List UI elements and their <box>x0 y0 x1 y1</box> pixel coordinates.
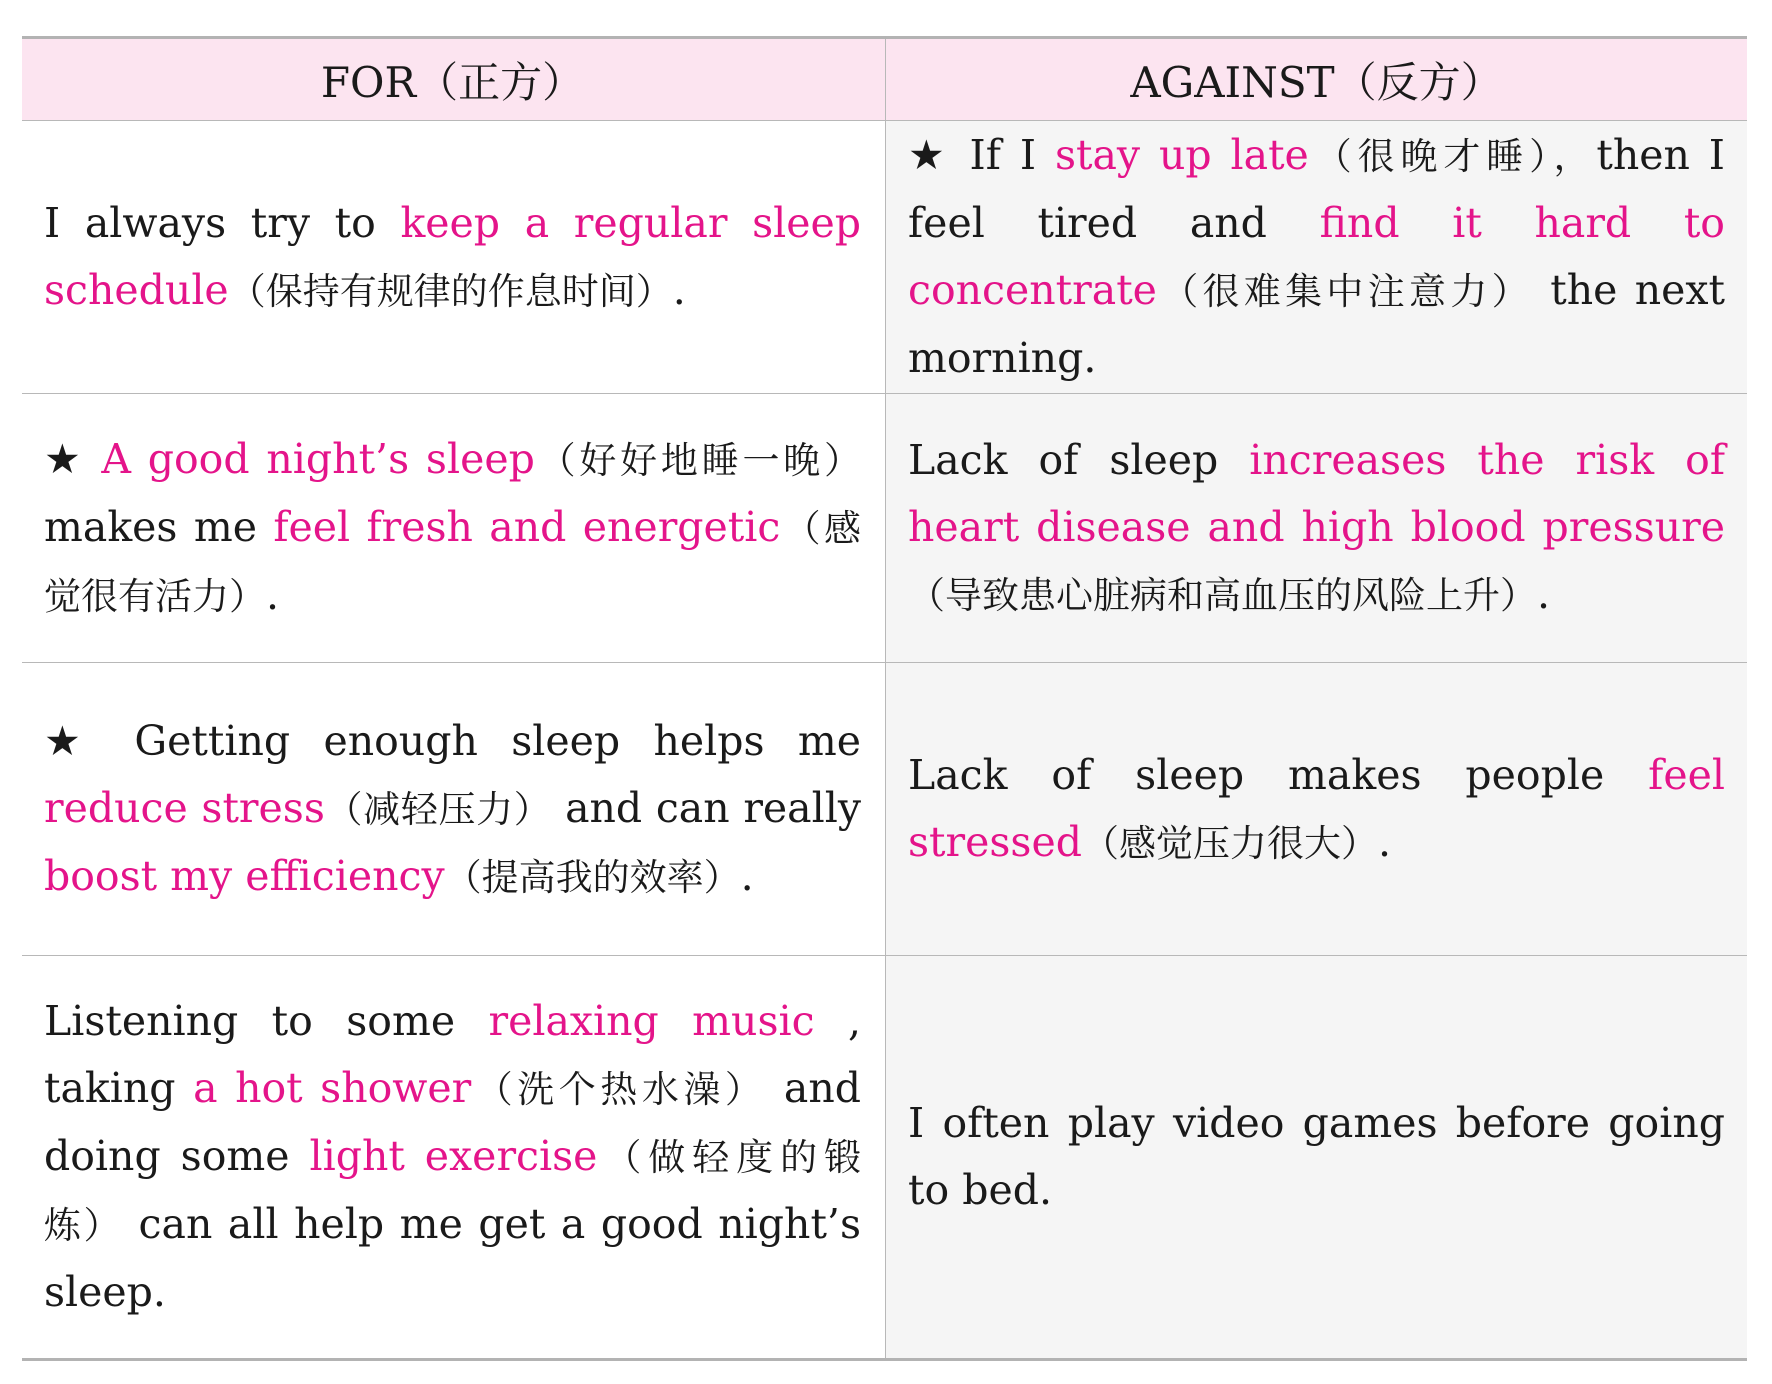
plain-text: Getting enough sleep helps me <box>134 716 861 765</box>
plain-text: Lack of sleep <box>908 436 1250 484</box>
highlight-phrase: keep a regular sleep schedule <box>44 198 861 314</box>
chinese-gloss: （很难集中注意力） <box>1156 270 1533 313</box>
for-cell <box>22 663 885 955</box>
against-cell <box>885 663 1747 955</box>
plain-text: I often play video games before going to bed. <box>908 1099 1725 1214</box>
chinese-gloss: （感觉很有活力） <box>44 507 861 618</box>
against-text <box>908 1090 1725 1224</box>
for-text <box>44 708 861 911</box>
highlight-phrase: increases the risk of heart disease and high blood pressure <box>908 436 1725 551</box>
header-for-label: FOR（正方） <box>320 57 585 107</box>
against-cell <box>885 956 1747 1358</box>
header-against <box>885 39 1747 120</box>
against-text <box>908 122 1725 392</box>
against-text <box>908 427 1725 629</box>
plain-text: and can really <box>551 783 862 832</box>
chinese-gloss: （导致患心脏病和高血压的风险上升） <box>908 574 1537 617</box>
header-against-label: AGAINST（反方） <box>1130 57 1503 107</box>
plain-text: then I feel tired and <box>908 131 1725 247</box>
chinese-gloss: （感觉压力很大） <box>1081 821 1378 865</box>
plain-text: makes me <box>44 503 274 551</box>
highlight-phrase: find it hard to concentrate <box>908 199 1725 314</box>
against-cell <box>885 394 1747 662</box>
plain-text: Listening to some <box>44 997 489 1045</box>
star-icon: ★ <box>44 716 135 765</box>
plain-text: and doing some <box>44 1064 861 1180</box>
star-icon: ★ <box>44 435 102 483</box>
highlight-phrase: relaxing music <box>488 997 815 1045</box>
plain-text: . <box>672 265 686 314</box>
against-text <box>908 742 1725 877</box>
for-text <box>44 426 861 630</box>
highlight-phrase: a hot shower <box>193 1064 472 1112</box>
for-cell <box>22 956 885 1358</box>
chinese-gloss: （洗个热水澡） <box>471 1068 767 1111</box>
for-against-table <box>22 36 1747 1361</box>
header-for <box>22 39 885 120</box>
table-row <box>22 121 1747 394</box>
plain-text: . <box>1537 570 1551 618</box>
highlight-phrase: feel fresh and energetic <box>273 503 781 551</box>
chinese-gloss: （保持有规律的作息时间） <box>228 269 673 313</box>
plain-text: can all help me get a good night’s sleep. <box>44 1200 861 1316</box>
highlight-phrase: stay up late <box>1054 131 1309 179</box>
for-cell <box>22 121 885 393</box>
for-cell <box>22 394 885 662</box>
chinese-gloss: （做轻度的锻炼） <box>44 1136 861 1247</box>
chinese-gloss: （减轻压力） <box>324 787 552 831</box>
chinese-gloss: （好好地睡一晚） <box>534 439 862 482</box>
table-row <box>22 956 1747 1358</box>
chinese-gloss: （提高我的效率） <box>444 855 741 899</box>
table-header-row <box>22 39 1747 121</box>
against-cell <box>885 121 1747 393</box>
table-row <box>22 394 1747 663</box>
plain-text: the next morning. <box>908 266 1725 382</box>
plain-text: . <box>266 571 280 619</box>
star-icon: ★ <box>908 131 970 179</box>
plain-text: , taking <box>44 997 861 1112</box>
for-text <box>44 988 861 1326</box>
plain-text: Lack of sleep makes people <box>908 750 1649 799</box>
plain-text: I always try to <box>44 198 401 247</box>
highlight-phrase: A good night’s sleep <box>101 435 535 483</box>
table-row <box>22 663 1747 956</box>
highlight-phrase: boost my efficiency <box>44 851 445 900</box>
for-text <box>44 190 861 325</box>
highlight-phrase: light exercise <box>309 1132 598 1180</box>
plain-text: . <box>1377 817 1392 866</box>
chinese-gloss: （很晚才睡）， <box>1308 135 1597 178</box>
plain-text: If I <box>969 131 1055 179</box>
plain-text: . <box>740 851 754 900</box>
highlight-phrase: feel stressed <box>908 750 1725 866</box>
highlight-phrase: reduce stress <box>44 783 325 832</box>
